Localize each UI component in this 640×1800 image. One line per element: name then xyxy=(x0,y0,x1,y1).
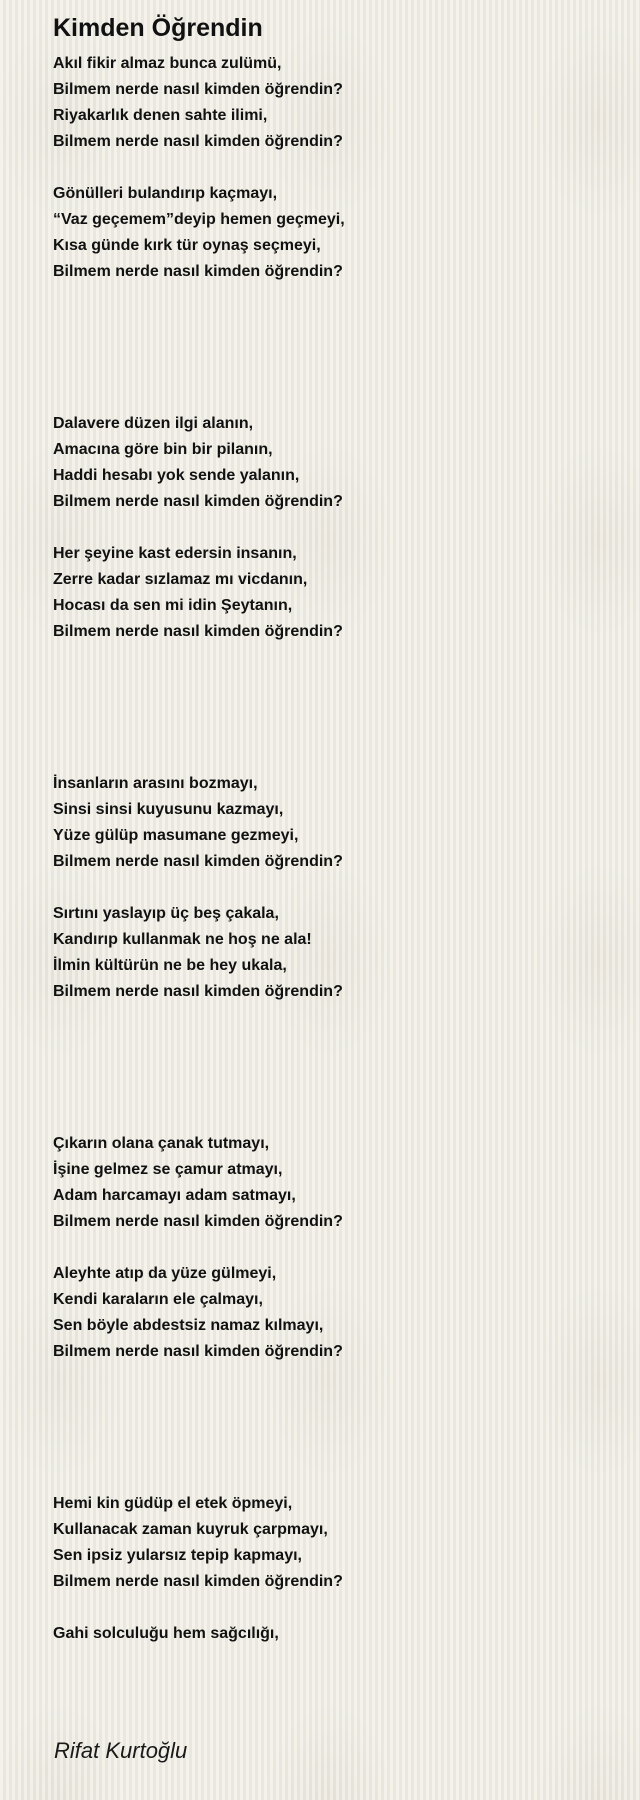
poem-line: Gönülleri bulandırıp kaçmayı, xyxy=(53,185,278,202)
poem-line: İşine gelmez se çamur atmayı, xyxy=(53,1161,283,1178)
stanza-group-5 xyxy=(53,1491,613,1647)
poem-line: Amacına göre bin bir pilanın, xyxy=(53,441,273,458)
poem-line: “Vaz geçemem”deyip hemen geçmeyi, xyxy=(53,211,345,228)
poem-line: Çıkarın olana çanak tutmayı, xyxy=(53,1135,270,1152)
stanza-group-4 xyxy=(53,1131,613,1365)
poem-line: Bilmem nerde nasıl kimden öğrendin? xyxy=(53,493,343,510)
poem-line: İlmin kültürün ne be hey ukala, xyxy=(53,957,287,974)
poem-line: Dalavere düzen ilgi alanın, xyxy=(53,415,254,432)
poem-title: Kimden Öğrendin xyxy=(53,14,263,42)
poem-line: Bilmem nerde nasıl kimden öğrendin? xyxy=(53,263,343,280)
poem-line: Bilmem nerde nasıl kimden öğrendin? xyxy=(53,1573,343,1590)
poem-line: Sen böyle abdestsiz namaz kılmayı, xyxy=(53,1317,324,1334)
author-signature: Rifat Kurtoğlu xyxy=(54,1738,188,1763)
poem-line: Hemi kin güdüp el etek öpmeyi, xyxy=(53,1495,293,1512)
poem-line: Kendi karaların ele çalmayı, xyxy=(53,1291,263,1308)
poem-line: Aleyhte atıp da yüze gülmeyi, xyxy=(53,1265,277,1282)
poem-line: Hocası da sen mi idin Şeytanın, xyxy=(53,597,293,614)
stanza xyxy=(53,901,613,1005)
poem-line: Sırtını yaslayıp üç beş çakala, xyxy=(53,905,279,922)
poem-line: Kısa günde kırk tür oynaş seçmeyi, xyxy=(53,237,321,254)
stanza xyxy=(53,541,613,645)
poem-line: Bilmem nerde nasıl kimden öğrendin? xyxy=(53,133,343,150)
poem-line: Zerre kadar sızlamaz mı vicdanın, xyxy=(53,571,308,588)
stanza xyxy=(53,1261,613,1365)
stanza-group-1 xyxy=(53,51,613,285)
stanza xyxy=(53,51,613,155)
poem-line: İnsanların arasını bozmayı, xyxy=(53,775,258,792)
poem-line: Bilmem nerde nasıl kimden öğrendin? xyxy=(53,81,343,98)
poem-line: Bilmem nerde nasıl kimden öğrendin? xyxy=(53,1343,343,1360)
stanza-group-2 xyxy=(53,411,613,645)
poem-line: Bilmem nerde nasıl kimden öğrendin? xyxy=(53,1213,343,1230)
poem-line: Bilmem nerde nasıl kimden öğrendin? xyxy=(53,853,343,870)
poem-line: Sen ipsiz yularsız tepip kapmayı, xyxy=(53,1547,302,1564)
poem-line: Bilmem nerde nasıl kimden öğrendin? xyxy=(53,983,343,1000)
stanza-group-3 xyxy=(53,771,613,1005)
stanza xyxy=(53,1131,613,1235)
poem-line: Yüze gülüp masumane gezmeyi, xyxy=(53,827,299,844)
poem-line: Sinsi sinsi kuyusunu kazmayı, xyxy=(53,801,284,818)
poem-line: Riyakarlık denen sahte ilimi, xyxy=(53,107,268,124)
poem-line: Bilmem nerde nasıl kimden öğrendin? xyxy=(53,623,343,640)
stanza xyxy=(53,411,613,515)
stanza xyxy=(53,1621,613,1647)
stanza xyxy=(53,181,613,285)
poem-line: Adam harcamayı adam satmayı, xyxy=(53,1187,296,1204)
poem-line: Gahi solculuğu hem sağcılığı, xyxy=(53,1625,279,1642)
stanza xyxy=(53,1491,613,1595)
poem-line: Kandırıp kullanmak ne hoş ne ala! xyxy=(53,931,312,948)
stanza xyxy=(53,771,613,875)
poem-line: Akıl fikir almaz bunca zulümü, xyxy=(53,55,282,72)
poem-line: Kullanacak zaman kuyruk çarpmayı, xyxy=(53,1521,328,1538)
poem-line: Her şeyine kast edersin insanın, xyxy=(53,545,297,562)
poem-line: Haddi hesabı yok sende yalanın, xyxy=(53,467,300,484)
